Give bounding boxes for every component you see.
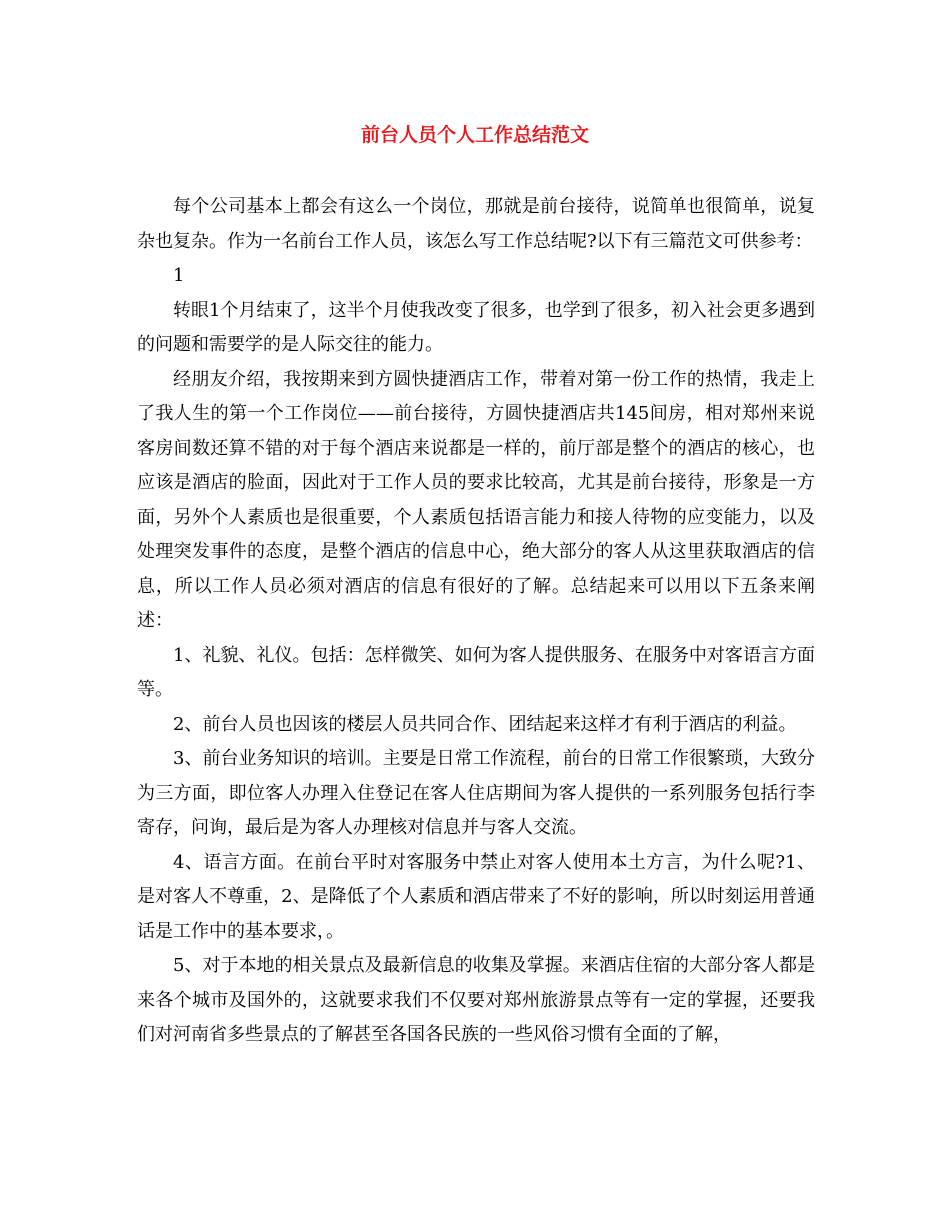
document-title: 前台人员个人工作总结范文 (360, 124, 589, 146)
paragraph-point-2: 2、前台人员也因该的楼层人员共同合作、团结起来这样才有利于酒店的利益。 (173, 713, 797, 735)
paragraph-point-1: 1、礼貌、礼仪。包括：怎样微笑、如何为客人提供服务、在服务中对客语言方面等。 (137, 644, 815, 700)
paragraph-intro: 每个公司基本上都会有这么一个岗位，那就是前台接待，说简单也很简单，说复杂也复杂。作为一名前台工作人员，该怎么写工作总结呢?以下有三篇范文可供参考： (137, 196, 815, 252)
paragraph-background: 经朋友介绍，我按期来到方圆快捷酒店工作，带着对第一份工作的热情，我走上了我人生的第一个工作岗位——前台接待，方圆快捷酒店共145间房，相对郑州来说客房间数还算不错的对于每个酒店来说都是一样的，前厅部是整个的酒店的核心，也应该是酒店的脸面，因此对于工作人员的要求比较高，尤其是前台接待，形象是一方面，另外个人素质也是很重要，个人素质包括语言能力和接人待物的应变能力，以及处理突发事件的态度，是整个酒店的信息中心，绝大部分的客人从这里获取酒店的信息，所以工作人员必须对酒店的信息有很好的了解。总结起来可以用以下五条来阐述： (137, 368, 815, 631)
paragraph-point-5: 5、对于本地的相关景点及最新信息的收集及掌握。来酒店住宿的大部分客人都是来各个城市及国外的，这就要求我们不仅要对郑州旅游景点等有一定的掌握，还要我们对河南省多些景点的了解甚至各国各民族的一些风俗习惯有全面的了解， (137, 955, 815, 1045)
paragraph-point-4: 4、语言方面。在前台平时对客服务中禁止对客人使用本土方言，为什么呢?1、是对客人不尊重，2、是降低了个人素质和酒店带来了不好的影响，所以时刻运用普通话是工作中的基本要求，。 (137, 851, 815, 942)
paragraph-section-number: 1 (173, 265, 185, 286)
paragraph-opening: 转眼1个月结束了，这半个月使我改变了很多，也学到了很多，初入社会更多遇到的问题和需要学的是人际交往的能力。 (137, 299, 815, 355)
document-body (137, 190, 815, 1053)
paragraph-point-3: 3、前台业务知识的培训。主要是日常工作流程，前台的日常工作很繁琐，大致分为三方面，即位客人办理入住登记在客人住店期间为客人提供的一系列服务包括行李寄存，问询，最后是为客人办理核对信息并与客人交流。 (137, 748, 815, 838)
